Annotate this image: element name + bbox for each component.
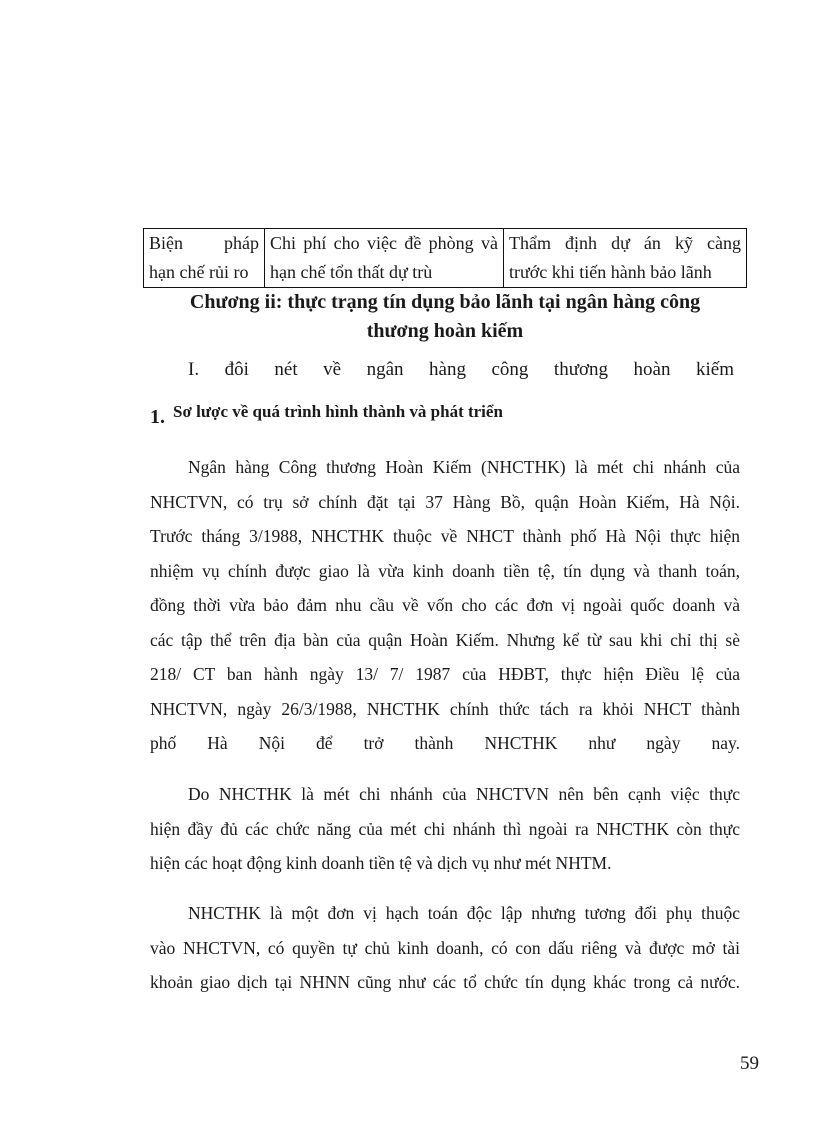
subsection-title: Sơ lược về quá trình hình thành và phát triển bbox=[173, 402, 503, 421]
paragraph-line: vào NHCTVN, có quyền tự chủ kinh doanh, có con dấu riêng và được mở tài bbox=[150, 937, 740, 958]
chapter-title bbox=[150, 288, 740, 346]
cell-line: Chi phí cho việc đề phòng và bbox=[270, 233, 498, 253]
paragraph-line: hiện các hoạt động kinh doanh tiền tệ và dịch vụ như mét NHTM. bbox=[150, 853, 612, 873]
paragraph bbox=[150, 450, 740, 761]
paragraph-line: NHCTHK là một đơn vị hạch toán độc lập nhưng tương đối phụ thuộc bbox=[188, 903, 740, 923]
paragraph-line: NHCTVN, có trụ sở chính đặt tại 37 Hàng Bồ, quận Hoàn Kiếm, Hà Nội. bbox=[150, 491, 740, 512]
paragraph bbox=[150, 777, 740, 881]
paragraph-line: 218/ CT ban hành ngày 13/ 7/ 1987 của HĐBT, thực hiện Điều lệ của bbox=[150, 664, 740, 684]
chapter-title-line: thương hoàn kiếm bbox=[366, 320, 524, 342]
cell-line: Biện pháp bbox=[149, 233, 259, 253]
table-row bbox=[144, 229, 747, 288]
risk-measures-table bbox=[143, 228, 747, 288]
cell-line: Thẩm định dự án kỹ càng bbox=[509, 233, 741, 253]
paragraph-line: nhiệm vụ chính được giao là vừa kinh doanh tiền tệ, tín dụng và thanh toán, bbox=[150, 560, 740, 581]
paragraph-line: các tập thể trên địa bàn của quận Hoàn Kiếm. Nhưng kể từ sau khi chỉ thị sè bbox=[150, 629, 740, 650]
page-number: 59 bbox=[740, 1053, 759, 1074]
paragraph-line: Trước tháng 3/1988, NHCTHK thuộc về NHCT thành phố Hà Nội thực hiện bbox=[150, 526, 740, 546]
paragraph-line: khoản giao dịch tại NHNN cũng như các tổ chức tín dụng khác trong cả nước. bbox=[150, 972, 740, 992]
subsection-number: 1. bbox=[150, 406, 165, 428]
paragraph-line: đồng thời vừa bảo đảm nhu cầu về vốn cho các đơn vị ngoài quốc doanh và bbox=[150, 595, 740, 615]
table-cell bbox=[144, 229, 265, 288]
paragraph-line: phố Hà Nội để trở thành NHCTHK như ngày nay. bbox=[150, 733, 740, 753]
paragraph bbox=[150, 896, 740, 1000]
table-cell bbox=[265, 229, 504, 288]
table-cell bbox=[504, 229, 747, 288]
chapter-title-line: Chương ii: thực trạng tín dụng bảo lãnh tại ngân hàng công bbox=[189, 291, 701, 313]
cell-line: trước khi tiến hành bảo lãnh bbox=[509, 262, 712, 282]
subsection-heading bbox=[150, 400, 503, 428]
cell-line: hạn chế tổn thất dự trù bbox=[270, 262, 433, 282]
paragraph-line: Ngân hàng Công thương Hoàn Kiếm (NHCTHK) là mét chi nhánh của bbox=[188, 457, 740, 477]
cell-line: hạn chế rủi ro bbox=[149, 262, 249, 282]
paragraph-line: Do NHCTHK là mét chi nhánh của NHCTVN nên bên cạnh việc thực bbox=[188, 784, 740, 804]
paragraph-line: NHCTVN, ngày 26/3/1988, NHCTHK chính thức tách ra khỏi NHCT thành bbox=[150, 698, 740, 719]
section-heading: I. đôi nét về ngân hàng công thương hoàn kiếm bbox=[188, 359, 734, 380]
paragraph-line: hiện đầy đủ các chức năng của mét chi nhánh thì ngoài ra NHCTHK còn thực bbox=[150, 818, 740, 839]
